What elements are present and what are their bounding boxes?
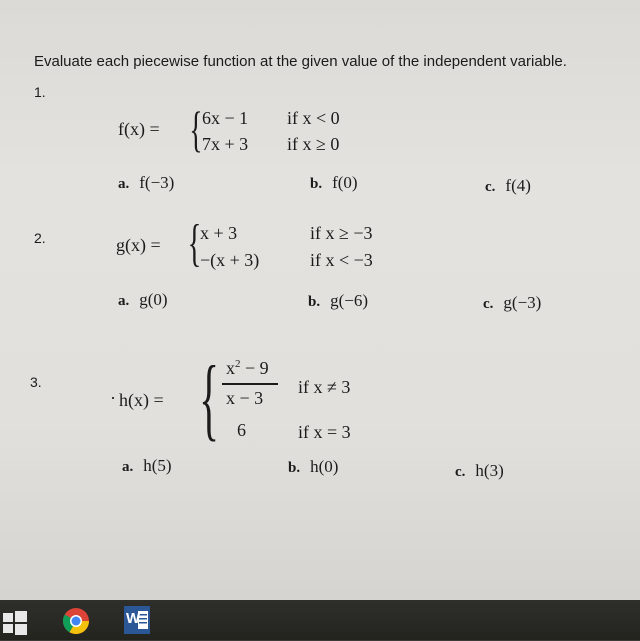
problem-1-number: 1. bbox=[34, 84, 46, 100]
problem-3-fraction-bar bbox=[222, 383, 278, 385]
chrome-icon[interactable] bbox=[62, 607, 88, 633]
problem-2-case-2-cond: if x < −3 bbox=[310, 250, 373, 270]
word-icon-glyph: W bbox=[126, 610, 141, 627]
part-expr: f(4) bbox=[505, 176, 531, 195]
problem-3-bullet: · bbox=[110, 388, 116, 408]
part-expr: h(3) bbox=[475, 461, 504, 480]
part-expr: h(5) bbox=[143, 456, 172, 475]
part-expr: h(0) bbox=[310, 457, 339, 476]
part-expr: g(−6) bbox=[330, 291, 369, 310]
part-label: c. bbox=[483, 296, 494, 312]
part-label: a. bbox=[122, 459, 134, 475]
problem-2-function-name: g(x) = bbox=[116, 235, 161, 255]
problem-1-part-a bbox=[118, 173, 174, 193]
problem-3-part-a bbox=[122, 456, 172, 476]
problem-1-case-2-cond: if x ≥ 0 bbox=[287, 134, 340, 154]
problem-1-case-1-expr: 6x − 1 bbox=[202, 108, 249, 128]
problem-1-case-2-expr: 7x + 3 bbox=[202, 134, 249, 154]
problem-2-case-2-expr: −(x + 3) bbox=[200, 250, 260, 270]
part-expr: f(−3) bbox=[139, 173, 175, 192]
part-label: a. bbox=[118, 176, 130, 192]
part-expr: g(0) bbox=[139, 290, 168, 309]
problem-3-number: 3. bbox=[30, 374, 42, 390]
part-expr: f(0) bbox=[332, 173, 358, 192]
problem-3-part-c bbox=[455, 461, 504, 481]
part-label: c. bbox=[455, 464, 466, 480]
windows-start-icon[interactable] bbox=[2, 610, 28, 636]
problem-3-case-2-expr: 6 bbox=[237, 420, 246, 440]
problem-3-case-1-cond: if x ≠ 3 bbox=[298, 377, 351, 397]
problem-1-function-name: f(x) = bbox=[118, 119, 160, 139]
part-label: b. bbox=[288, 460, 301, 476]
problem-3-function-name: h(x) = bbox=[119, 390, 164, 410]
problem-3-part-b bbox=[288, 457, 338, 477]
problem-2-case-1-expr: x + 3 bbox=[200, 223, 238, 243]
part-expr: g(−3) bbox=[503, 293, 542, 312]
problem-2-number: 2. bbox=[34, 230, 46, 246]
problem-2-part-c bbox=[483, 293, 541, 313]
part-label: b. bbox=[308, 294, 321, 310]
problem-1-brace: { bbox=[189, 101, 203, 157]
problem-1-case-1-cond: if x < 0 bbox=[287, 108, 340, 128]
problem-3-case-2-cond: if x = 3 bbox=[298, 422, 351, 442]
word-icon[interactable] bbox=[124, 606, 150, 634]
problem-2-part-a bbox=[118, 290, 168, 310]
instruction-text: Evaluate each piecewise function at the given value of the independent variable. bbox=[34, 53, 567, 70]
part-label: a. bbox=[118, 293, 130, 309]
problem-1-part-b bbox=[310, 173, 358, 193]
problem-3-brace: { bbox=[199, 347, 220, 449]
taskbar bbox=[0, 600, 640, 640]
problem-3-numerator: $x^2 - 9$ bbox=[226, 358, 269, 378]
problem-1-part-c bbox=[485, 176, 531, 196]
problem-2-brace: { bbox=[187, 215, 202, 272]
problem-3-denominator: x − 3 bbox=[226, 388, 264, 408]
problem-2-part-b bbox=[308, 291, 368, 311]
part-label: c. bbox=[485, 179, 496, 195]
part-label: b. bbox=[310, 176, 323, 192]
problem-2-case-1-cond: if x ≥ −3 bbox=[310, 223, 373, 243]
